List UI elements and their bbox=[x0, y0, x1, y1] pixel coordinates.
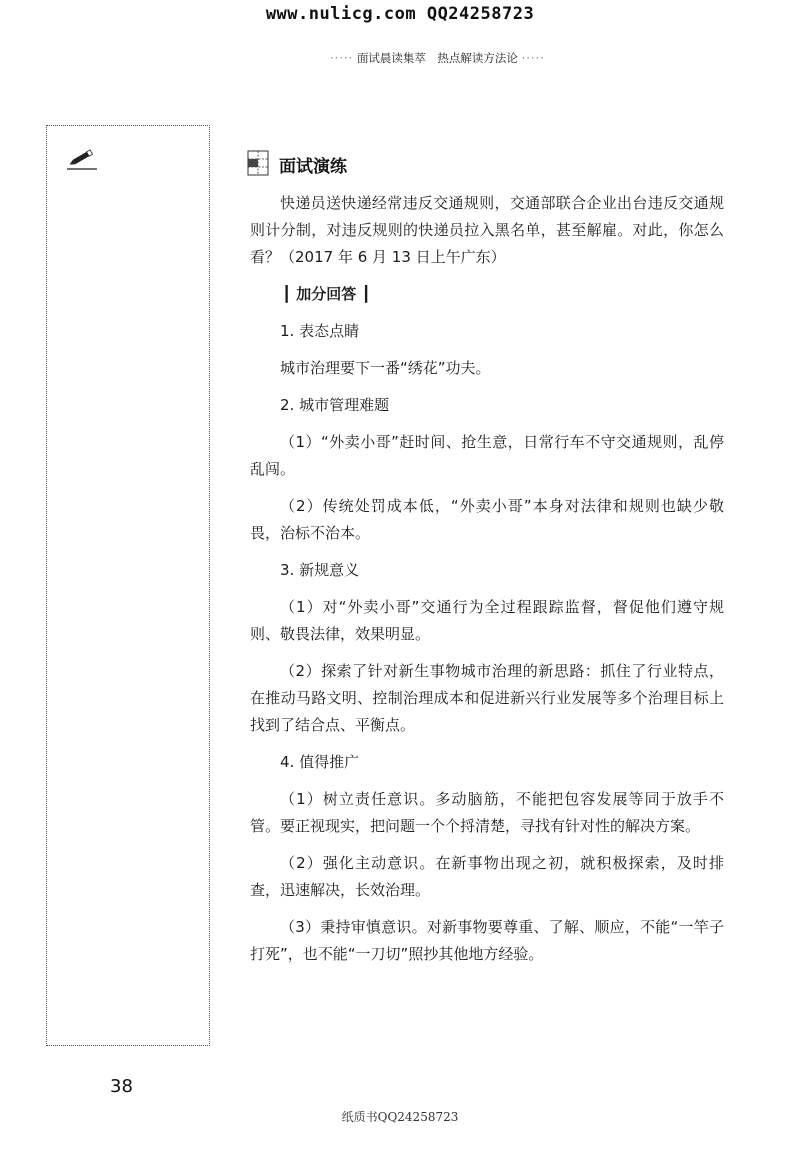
header-dots-right: ····· bbox=[521, 51, 545, 65]
answer-paragraph: （1）树立责任意识。多动脑筋，不能把包容发展等同于放手不管。要正视现实，把问题一个个捋清楚，寻找有针对性的解决方案。 bbox=[250, 790, 724, 835]
answer-heading: ┃ 加分回答 ┃ bbox=[282, 285, 371, 303]
top-watermark: www.nulicg.com QQ24258723 bbox=[265, 4, 535, 24]
answer-subheading: 1. 表态点睛 bbox=[280, 322, 360, 340]
answer-paragraph: （3）秉持审慎意识。对新事物要尊重、了解、顺应，不能“一竿子打死”，也不能“一刀切”照抄其他地方经验。 bbox=[250, 918, 724, 963]
answer-paragraph: （1）“外卖小哥”赶时间、抢生意，日常行车不守交通规则，乱停乱闯。 bbox=[250, 433, 724, 478]
notes-sidebar-box bbox=[46, 125, 210, 1046]
answer-paragraph: （2）强化主动意识。在新事物出现之初，就积极探索，及时排查，迅速解决，长效治理。 bbox=[250, 854, 724, 899]
header-title: 面试晨读集萃 热点解读方法论 bbox=[356, 51, 518, 65]
answer-list bbox=[250, 318, 724, 968]
answer-paragraph: （2）传统处罚成本低，“外卖小哥”本身对法律和规则也缺少敬畏，治标不治本。 bbox=[250, 497, 724, 542]
answer-subheading: 2. 城市管理难题 bbox=[280, 396, 390, 414]
pen-icon bbox=[65, 145, 99, 171]
answer-paragraph: 城市治理要下一番“绣花”功夫。 bbox=[280, 359, 491, 377]
running-header bbox=[330, 50, 630, 66]
page-number: 38 bbox=[110, 1076, 133, 1097]
question-paragraph: 快递员送快递经常违反交通规则，交通部联合企业出台违反交通规则计分制，对违反规则的快递员拉入黑名单，甚至解雇。对此，你怎么看？（2017 年 6 月 13 日上午广东） bbox=[250, 194, 724, 266]
answer-subheading: 4. 值得推广 bbox=[280, 753, 360, 771]
bottom-watermark: 纸质书QQ24258723 bbox=[341, 1110, 459, 1124]
answer-paragraph: （2）探索了针对新生事物城市治理的新思路：抓住了行业特点，在推动马路文明、控制治理成本和促进新兴行业发展等多个治理目标上找到了结合点、平衡点。 bbox=[250, 662, 724, 734]
main-content bbox=[250, 190, 724, 978]
header-dots-left: ····· bbox=[330, 51, 354, 65]
section-title: 面试演练 bbox=[279, 157, 347, 177]
grid-box-icon bbox=[247, 150, 269, 176]
answer-paragraph: （1）对“外卖小哥”交通行为全过程跟踪监督，督促他们遵守规则、敬畏法律，效果明显。 bbox=[250, 598, 724, 643]
answer-subheading: 3. 新规意义 bbox=[280, 561, 360, 579]
